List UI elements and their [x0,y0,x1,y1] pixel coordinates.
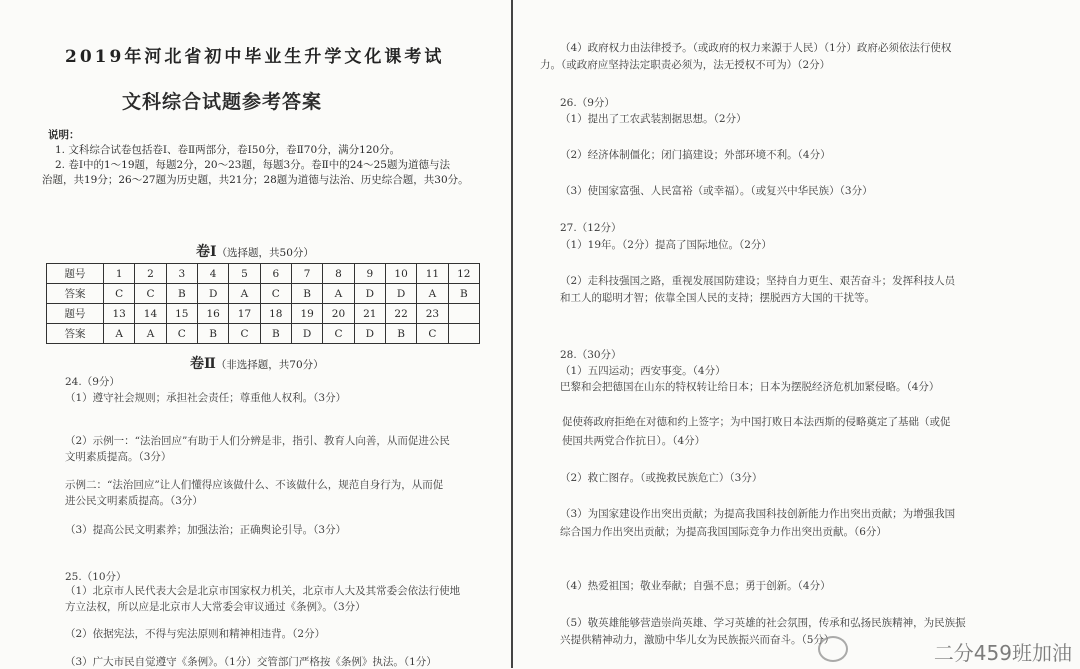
table-cell: 题号 [47,264,104,284]
answer-line: 25.（10分） [65,571,127,583]
answer-table [46,263,480,344]
section-1-note: （选择题，共50分） [216,247,314,259]
answer-line: （3）为国家建设作出突出贡献；为提高我国科技创新能力作出突出贡献；为增强我国 [560,508,956,520]
table-cell: A [104,324,135,344]
answer-line: 24.（9分） [65,376,120,388]
answer-line: 文明素质提高。（3分） [65,451,172,463]
answer-line: （5）敬英雄能够营造崇尚英雄、学习英雄的社会氛围，传承和弘扬民族精神，为民族振 [560,617,966,629]
table-cell: 20 [323,304,354,324]
table-cell: C [260,284,291,304]
answer-line: （1）提出了工农武装割据思想。（2分） [560,113,747,125]
table-cell: 2 [135,264,166,284]
table-cell: 10 [385,264,416,284]
answer-line: 示例二：“法治回应”让人们懂得应该做什么、不该做什么，规范自身行为，从而促 [65,479,444,491]
answer-line: （3）提高公民文明素养；加强法治；正确舆论引导。（3分） [65,524,347,536]
section-2-note: （非选择题，共70分） [215,359,324,371]
table-cell [448,324,479,344]
answer-line: 综合国力作出突出贡献；为提高我国国际竞争力作出突出贡献。（6分） [560,526,887,538]
table-cell: 5 [229,264,260,284]
table-cell: 1 [104,264,135,284]
table-row [47,324,480,344]
table-cell: 12 [448,264,479,284]
answer-line: 力。（或政府应坚持法定职责必须为，法无授权不可为）（2分） [540,59,831,71]
table-cell: 答案 [47,324,104,344]
answer-line: 兴提供精神动力，激励中华儿女为民族振兴而奋斗。（5分） [560,634,835,646]
answer-line: 促使蒋政府拒绝在对德和约上签字；为中国打败日本法西斯的侵略奠定了基础（或促 [562,416,951,428]
table-cell: 6 [260,264,291,284]
table-cell: A [323,284,354,304]
answer-line: 26.（9分） [560,97,615,109]
answer-line: （2）示例一：“法治回应”有助于人们分辨是非，指引、教育人向善，从而促进公民 [65,435,450,447]
answer-line: （1）19年。（2分）提高了国际地位。（2分） [560,239,772,251]
table-cell: B [166,284,197,304]
table-cell: D [354,324,385,344]
table-cell: 4 [197,264,228,284]
answer-line: （2）经济体制僵化；闭门搞建设；外部环境不利。（4分） [560,149,831,161]
table-cell: B [260,324,291,344]
table-cell: B [385,324,416,344]
table-cell: 14 [135,304,166,324]
table-cell: B [448,284,479,304]
notes-line-3: 治题，共19分；26～27题为历史题，共21分；28题为道德与法治、历史综合题，共30分。 [42,174,469,186]
answer-line: （2）走科技强国之路，重视发展国防建设；坚持自力更生、艰苦奋斗；发挥科技人员 [560,275,956,287]
section-2-heading [190,353,324,373]
table-cell: C [104,284,135,304]
table-cell: 11 [417,264,448,284]
notes-line-2: 2. 卷Ⅰ中的1～19题，每题2分，20～23题，每题3分。卷Ⅱ中的24～25题为道德与法 [55,159,450,171]
right-column [520,0,1080,668]
answer-line: 使国共两党合作抗日）。（4分） [562,435,706,447]
table-cell: 17 [229,304,260,324]
table-cell: A [229,284,260,304]
answer-line: （4）政府权力由法律授予。（或政府的权力来源于人民）（1分）政府必须依法行使权 [560,42,952,54]
wechat-icon [818,636,848,662]
answer-line: （4）热爱祖国；敬业奉献；自强不息；勇于创新。（4分） [560,580,831,592]
table-cell: 23 [417,304,448,324]
table-cell: 8 [323,264,354,284]
table-cell: C [229,324,260,344]
table-cell: 7 [291,264,322,284]
notes-line-1: 1. 文科综合试卷包括卷Ⅰ、卷Ⅱ两部分，卷Ⅰ50分，卷Ⅱ70分，满分120分。 [55,144,401,156]
answer-line: （1）遵守社会规则；承担社会责任；尊重他人权利。（3分） [65,392,347,404]
table-cell: C [135,284,166,304]
table-cell: A [417,284,448,304]
table-cell: 3 [166,264,197,284]
table-cell: B [291,284,322,304]
table-row [47,284,480,304]
table-cell: 15 [166,304,197,324]
answer-line: 方立法权，所以应是北京市人大常委会审议通过《条例》。（3分） [65,601,366,613]
answer-line: （3）广大市民自觉遵守《条例》。（1分）交管部门严格按《条例》执法。（1分） [65,656,437,668]
table-cell: 16 [197,304,228,324]
answer-key-subtitle: 文科综合试题参考答案 [122,91,323,113]
table-cell: 答案 [47,284,104,304]
answer-line: 巴黎和会把德国在山东的特权转让给日本；日本为摆脱经济危机加紧侵略。（4分） [560,381,940,393]
table-cell: D [354,284,385,304]
answer-line: 进公民文明素质提高。（3分） [65,495,203,507]
answer-line: （1）五四运动；西安事变。（4分） [560,365,726,377]
table-cell [448,304,479,324]
exam-title: 2019年河北省初中毕业生升学文化课考试 [65,47,445,67]
table-cell: 9 [354,264,385,284]
answer-line: （3）使国家富强、人民富裕（或幸福）。（或复兴中华民族）（3分） [560,185,873,197]
section-2-title: 卷Ⅱ [190,356,216,372]
table-cell: C [166,324,197,344]
table-cell: C [323,324,354,344]
table-cell: A [135,324,166,344]
left-column [0,0,510,668]
answer-line: （1）北京市人民代表大会是北京市国家权力机关，北京市人大及其常委会依法行使地 [65,585,461,597]
section-1-heading [196,241,314,261]
table-cell: D [291,324,322,344]
answer-line: 28.（30分） [560,349,622,361]
table-cell: 21 [354,304,385,324]
column-divider [511,0,513,668]
section-1-title: 卷Ⅰ [196,244,217,260]
notes-label: 说明： [48,129,80,141]
table-cell: 18 [260,304,291,324]
table-row [47,304,480,324]
answer-line: （2）依据宪法，不得与宪法原则和精神相违背。（2分） [65,628,326,640]
table-cell: C [417,324,448,344]
answer-line: （2）救亡图存。（或挽救民族危亡）（3分） [560,472,763,484]
watermark-text: 二分459班加油 [933,641,1072,665]
table-cell: 22 [385,304,416,324]
table-cell: D [385,284,416,304]
table-cell: 19 [291,304,322,324]
table-cell: 题号 [47,304,104,324]
table-row [47,264,480,284]
table-cell: 13 [104,304,135,324]
table-cell: B [197,324,228,344]
answer-line: 和工人的聪明才智；依靠全国人民的支持；摆脱西方大国的干扰等。 [560,292,875,304]
answer-line: 27.（12分） [560,222,622,234]
table-cell: D [197,284,228,304]
